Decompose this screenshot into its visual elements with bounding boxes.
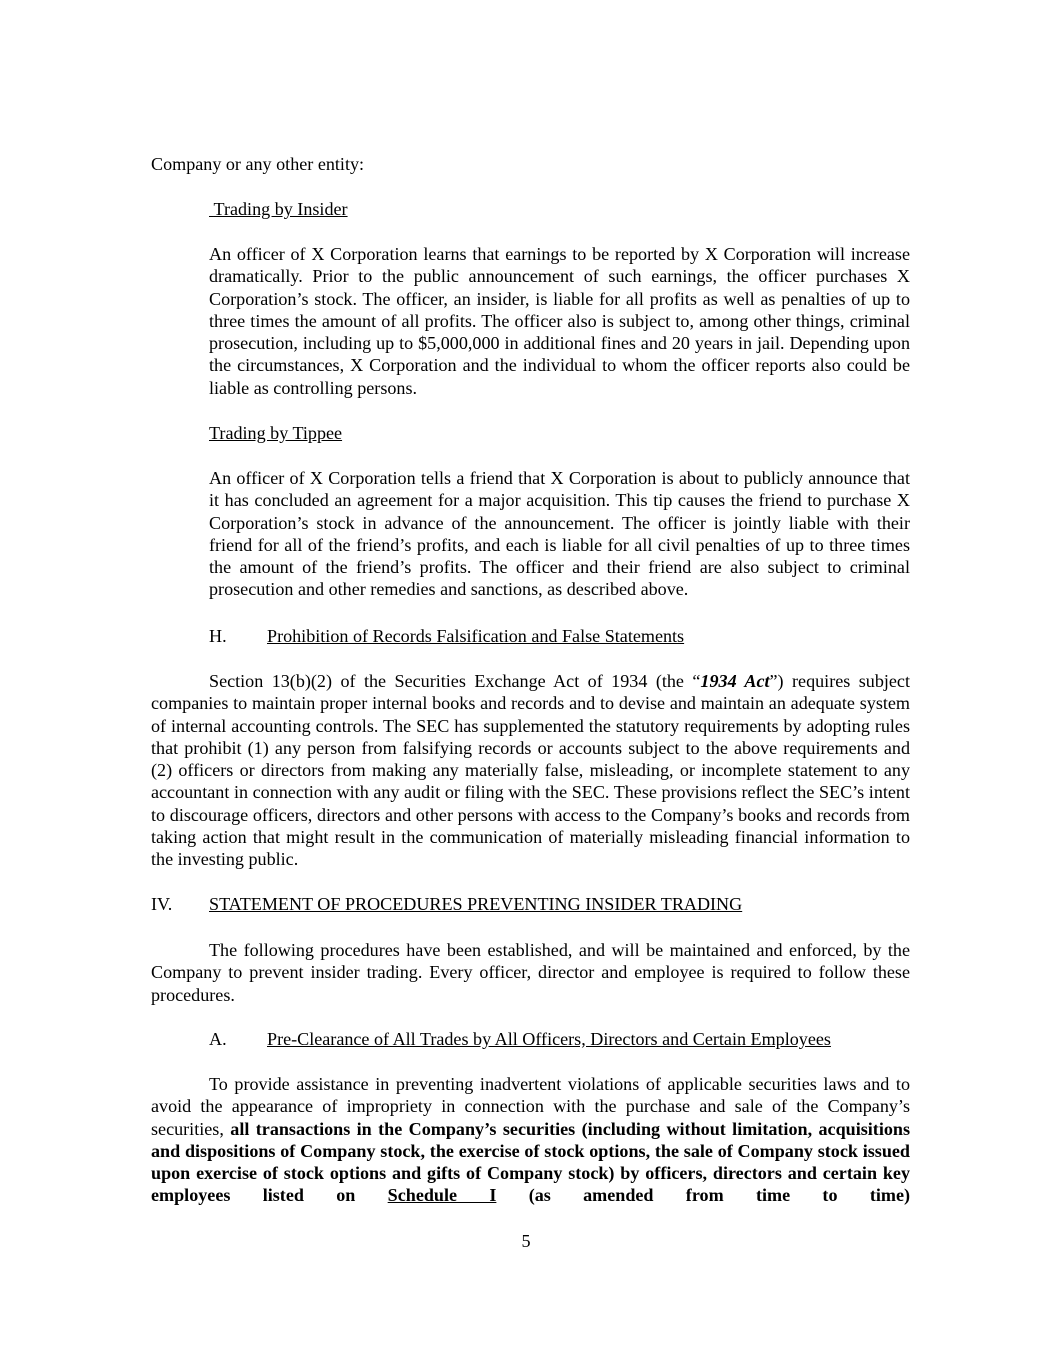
section-iv-title: STATEMENT OF PROCEDURES PREVENTING INSIDER TRADING [209, 894, 743, 914]
section-h-heading [209, 625, 909, 648]
section-iv-number: IV. [151, 894, 173, 914]
example-paragraph-insider: An officer of X Corporation learns that earnings to be reported by X Corporation will increase dramatically. Prior to the public announcement of such earnings, the officer purchases X Corporation’s stock. The officer, an insider, is liable for all profits as well as penalties of up to three times the amount of all profits. The officer also is subject to, among other things, criminal prosecution, including up to $5,000,000 in additional fines and 20 years in jail. Depending upon the circumstances, X Corporation and the individual to whom the officer reports also could be liable as controlling persons. [209, 244, 910, 398]
intro-line: Company or any other entity: [151, 154, 365, 174]
section-h-title: Prohibition of Records Falsification and False Statements [267, 626, 685, 646]
example-paragraph-tippee: An officer of X Corporation tells a friend that X Corporation is about to publicly announce that it has concluded an agreement for a major acquisition. This tip causes the friend to purchase X Corporation’s stock in advance of the announcement. The officer is jointly liable with their friend for all of the friend’s profits, and each is liable for all civil penalties of up to three times the amount of the friend’s profits. The officer and their friend are also subject to criminal prosecution and other remedies and sanctions, as described above. [209, 468, 910, 600]
page-number: 5 [521, 1231, 531, 1251]
example-heading-tippee: Trading by Tippee [209, 423, 343, 443]
section-a-title: Pre-Clearance of All Trades by All Officers, Directors and Certain Employees [267, 1029, 831, 1049]
section-iv-heading [151, 893, 910, 916]
section-h-paragraph: Section 13(b)(2) of the Securities Exchange Act of 1934 (the “1934 Act”) requires subject companies to maintain proper internal books and records and to devise and maintain an adequate system of internal accounting controls. The SEC has supplemented the statutory requirements by adopting rules that prohibit (1) any person from falsifying records or accounts subject to the above requirements and (2) officers or directors from making any materially false, misleading, or incomplete statement to any accountant in connection with any audit or filing with the SEC. These provisions reflect the SEC’s intent to discourage officers, directors and other persons with access to the Company’s books and records from taking action that might result in the communication of materially misleading financial information to the investing public. [151, 671, 910, 870]
section-a-paragraph: To provide assistance in preventing inadvertent violations of applicable securities laws and to avoid the appearance of impropriety in connection with the purchase and sale of the Company’s securities, all transactions in the Company’s securities (including without limitation, acquisitions and dispositions of Company stock, the exercise of stock options, the sale of Company stock issued upon exercise of stock options and gifts of Company stock) by officers, directors and certain key employees listed on Schedule I (as amended from time to time) [151, 1074, 910, 1206]
section-iv-paragraph: The following procedures have been established, and will be maintained and enforced, by the Company to prevent insider trading. Every officer, director and employee is required to follow these procedures. [151, 940, 910, 1005]
example-heading-insider: Trading by Insider [213, 199, 348, 219]
defined-term-1934-act: 1934 Act [700, 671, 770, 691]
section-h-number: H. [209, 626, 227, 646]
section-a-number: A. [209, 1029, 227, 1049]
section-a-heading [209, 1028, 909, 1051]
schedule-i-reference: Schedule I [387, 1185, 497, 1206]
